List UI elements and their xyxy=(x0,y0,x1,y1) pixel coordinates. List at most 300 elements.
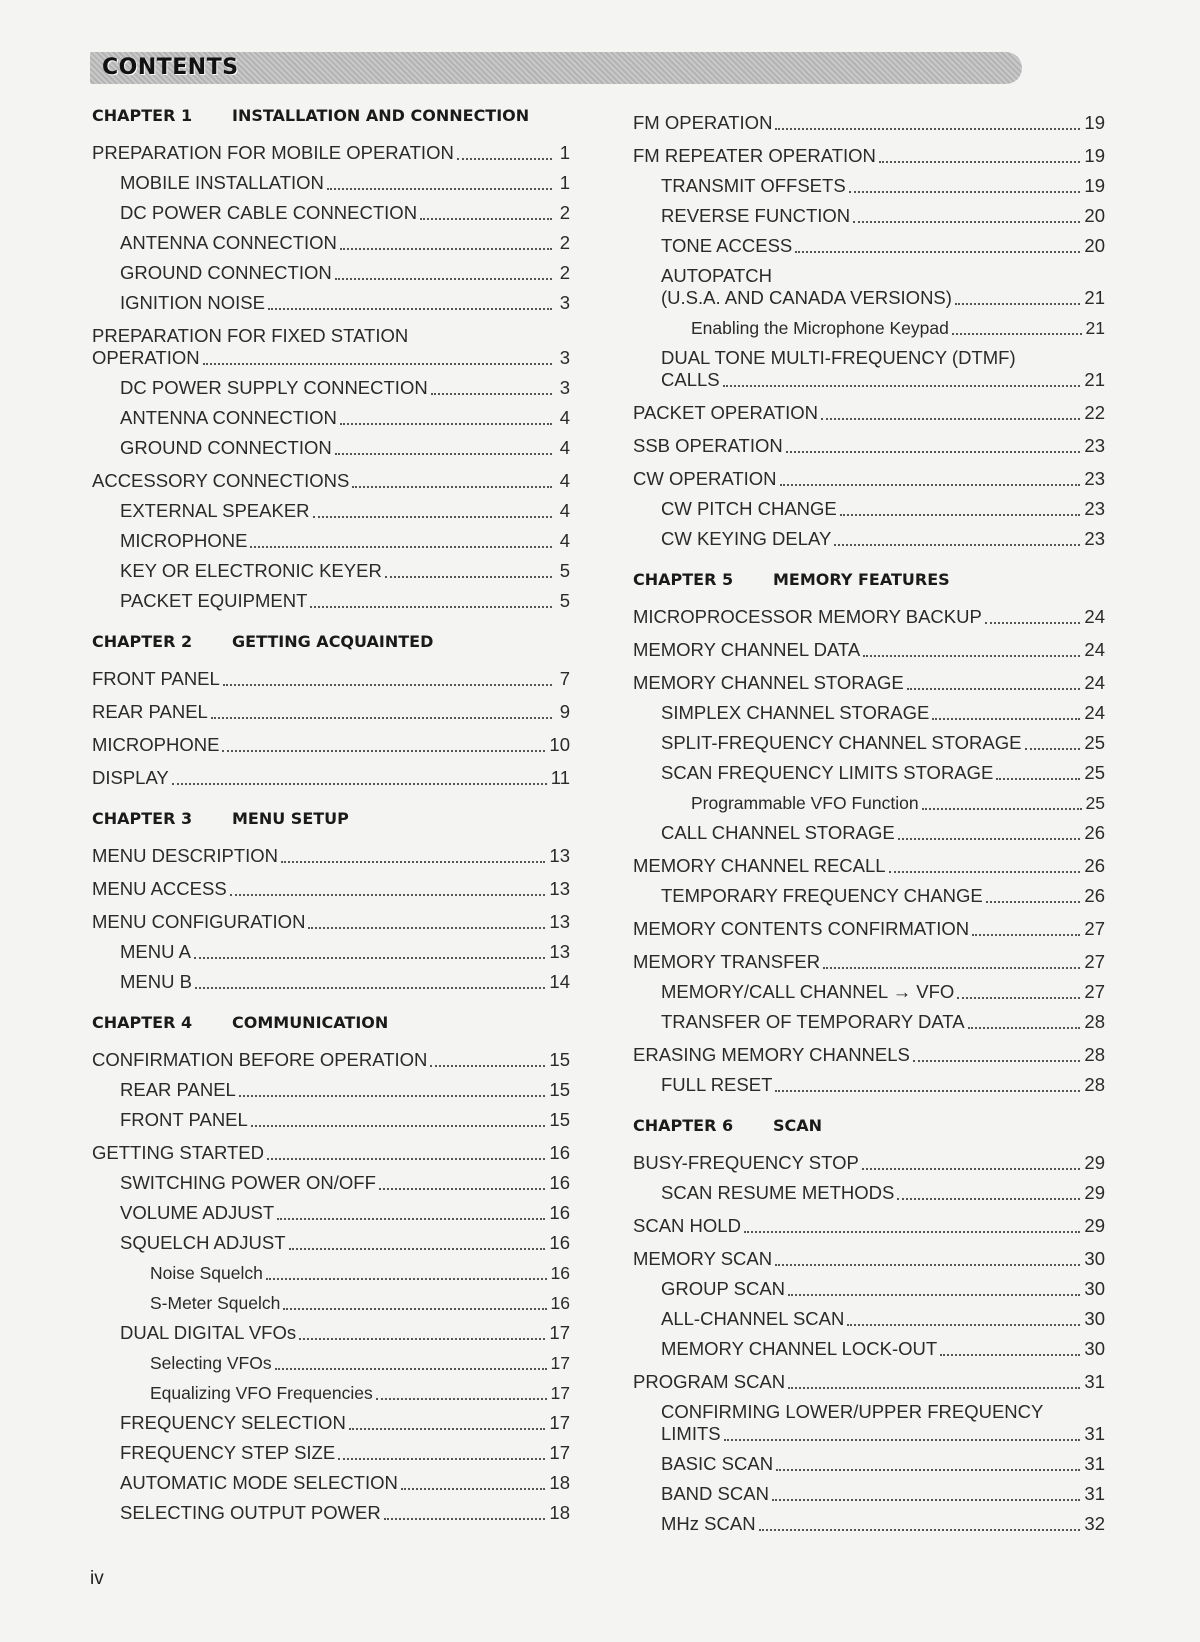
toc-entry-title: PACKET OPERATION xyxy=(633,402,819,423)
toc-entry[interactable] xyxy=(92,1286,570,1316)
dot-leader xyxy=(308,926,545,929)
toc-entry-page: 24 xyxy=(1084,702,1105,723)
toc-entry-wrap xyxy=(92,325,570,371)
dot-leader xyxy=(940,1353,1080,1356)
toc-entry-title: FULL RESET xyxy=(661,1074,773,1095)
toc-entry-page: 21 xyxy=(1084,369,1105,390)
toc-entry-page: 27 xyxy=(1084,981,1105,1002)
toc-entry-page: 28 xyxy=(1084,1044,1105,1065)
dot-leader xyxy=(250,545,552,548)
toc-entry[interactable] xyxy=(92,965,570,995)
toc-entry-page: 16 xyxy=(550,1263,570,1283)
toc-entry-page: 17 xyxy=(549,1412,570,1433)
toc-entry-title: BAND SCAN xyxy=(661,1483,769,1504)
chapter-heading xyxy=(92,809,570,839)
toc-entry-page: 19 xyxy=(1084,145,1105,166)
toc-entry-title: Selecting VFOs xyxy=(150,1353,272,1373)
dot-leader xyxy=(772,1498,1080,1501)
dot-leader xyxy=(352,485,552,488)
toc-entry-page: 13 xyxy=(549,941,570,962)
dot-leader xyxy=(338,1457,545,1460)
chapter-number: CHAPTER 3 xyxy=(92,809,193,828)
toc-entry-page: 20 xyxy=(1084,235,1105,256)
dot-leader xyxy=(985,621,1081,624)
dot-leader xyxy=(420,217,552,220)
toc-entry-title: KEY OR ELECTRONIC KEYER xyxy=(120,560,382,581)
dot-leader xyxy=(775,127,1080,130)
toc-entry-page: 3 xyxy=(559,377,570,398)
toc-entry-title: GROUND CONNECTION xyxy=(120,437,332,458)
toc-entry-page: 19 xyxy=(1084,175,1105,196)
toc-entry-title: REAR PANEL xyxy=(120,1079,236,1100)
toc-entry-title: SCAN RESUME METHODS xyxy=(661,1182,895,1203)
toc-entry[interactable] xyxy=(633,522,1105,552)
toc-entry[interactable] xyxy=(633,756,1105,786)
toc-entry-title: Enabling the Microphone Keypad xyxy=(691,318,949,338)
toc-entry-title: GETTING STARTED xyxy=(92,1142,264,1163)
chapter-spacer xyxy=(633,1098,1105,1112)
toc-entry[interactable] xyxy=(92,1406,570,1436)
toc-entry[interactable] xyxy=(92,695,570,725)
dot-leader xyxy=(194,956,545,959)
toc-entry[interactable] xyxy=(92,371,570,401)
toc-entry-title: PREPARATION FOR MOBILE OPERATION xyxy=(92,142,454,163)
toc-entry-page: 11 xyxy=(550,767,570,788)
toc-entry-page: 17 xyxy=(550,1383,570,1403)
toc-entry[interactable] xyxy=(633,1209,1105,1239)
toc-entry[interactable] xyxy=(633,726,1105,756)
toc-entry[interactable] xyxy=(92,1436,570,1466)
toc-entry[interactable] xyxy=(633,199,1105,229)
toc-entry-title: MEMORY CHANNEL LOCK-OUT xyxy=(661,1338,938,1359)
toc-entry-page: 29 xyxy=(1084,1215,1105,1236)
dot-leader xyxy=(952,332,1082,335)
toc-entry[interactable] xyxy=(92,584,570,614)
toc-entry-page: 30 xyxy=(1084,1278,1105,1299)
dot-leader xyxy=(275,1367,547,1370)
dot-leader xyxy=(897,1197,1080,1200)
dot-leader xyxy=(724,1438,1081,1441)
toc-entry[interactable] xyxy=(633,1447,1105,1477)
toc-entry-page: 4 xyxy=(559,530,570,551)
toc-entry[interactable] xyxy=(633,462,1105,492)
toc-entry[interactable] xyxy=(92,401,570,431)
toc-entry[interactable] xyxy=(633,666,1105,696)
toc-entry-title: MOBILE INSTALLATION xyxy=(120,172,324,193)
toc-entry-page: 16 xyxy=(549,1232,570,1253)
toc-entry-title-line2: LIMITS xyxy=(661,1423,721,1444)
dot-leader xyxy=(281,860,545,863)
dot-leader xyxy=(788,1386,1080,1389)
dot-leader xyxy=(431,392,552,395)
toc-entry[interactable] xyxy=(92,728,570,758)
page-title: CONTENTS xyxy=(102,55,239,80)
toc-entry-line2 xyxy=(661,1423,1105,1447)
toc-entry-title: MEMORY TRANSFER xyxy=(633,951,821,972)
toc-entry[interactable] xyxy=(633,945,1105,975)
toc-entry-title: CONFIRMATION BEFORE OPERATION xyxy=(92,1049,428,1070)
toc-entry[interactable] xyxy=(92,935,570,965)
dot-leader xyxy=(401,1487,546,1490)
toc-entry[interactable] xyxy=(633,1395,1105,1447)
toc-entry[interactable] xyxy=(633,849,1105,879)
chapter-heading xyxy=(633,1116,1105,1146)
toc-entry-page: 17 xyxy=(549,1442,570,1463)
toc-entry-page: 2 xyxy=(559,262,570,283)
toc-entry[interactable] xyxy=(92,166,570,196)
toc-entry-page: 3 xyxy=(559,347,570,368)
toc-entry-page: 29 xyxy=(1084,1152,1105,1173)
toc-entry[interactable] xyxy=(633,259,1105,311)
toc-entry-page: 1 xyxy=(559,172,570,193)
toc-entry-page: 32 xyxy=(1084,1513,1105,1534)
toc-entry[interactable] xyxy=(92,761,570,791)
toc-entry-title: FM OPERATION xyxy=(633,112,773,133)
toc-entry-title: SCAN HOLD xyxy=(633,1215,741,1236)
toc-entry[interactable] xyxy=(633,229,1105,259)
toc-entry-page: 26 xyxy=(1084,822,1105,843)
toc-entry-page: 24 xyxy=(1084,639,1105,660)
chapter-number: CHAPTER 1 xyxy=(92,106,193,125)
toc-entry-title: Equalizing VFO Frequencies xyxy=(150,1383,373,1403)
dot-leader xyxy=(823,966,1080,969)
toc-entry[interactable] xyxy=(92,1073,570,1103)
toc-entry[interactable] xyxy=(633,106,1105,136)
toc-entry-page: 5 xyxy=(559,590,570,611)
toc-entry-title: VOLUME ADJUST xyxy=(120,1202,275,1223)
toc-entry-title: TONE ACCESS xyxy=(661,235,793,256)
dot-leader xyxy=(277,1217,545,1220)
dot-leader xyxy=(230,893,546,896)
toc-entry-title: TRANSMIT OFFSETS xyxy=(661,175,846,196)
dot-leader xyxy=(863,654,1080,657)
contents-banner xyxy=(90,52,1022,84)
dot-leader xyxy=(203,362,552,365)
toc-entry-title-line2: CALLS xyxy=(661,369,720,390)
toc-entry[interactable] xyxy=(92,196,570,226)
toc-entry-page: 27 xyxy=(1084,918,1105,939)
toc-entry-page: 17 xyxy=(549,1322,570,1343)
dot-leader xyxy=(385,575,552,578)
toc-entry[interactable] xyxy=(633,1176,1105,1206)
toc-entry[interactable] xyxy=(92,256,570,286)
toc-entry-page: 14 xyxy=(549,971,570,992)
toc-entry[interactable] xyxy=(92,1316,570,1346)
toc-entry-title: MENU DESCRIPTION xyxy=(92,845,279,866)
toc-entry-title: SELECTING OUTPUT POWER xyxy=(120,1502,381,1523)
toc-entry[interactable] xyxy=(92,839,570,869)
toc-entry-title: EXTERNAL SPEAKER xyxy=(120,500,310,521)
toc-entry-title: MENU A xyxy=(120,941,191,962)
toc-entry[interactable] xyxy=(92,1196,570,1226)
dot-leader xyxy=(268,307,552,310)
toc-entry[interactable] xyxy=(92,1103,570,1133)
toc-entry-title: REVERSE FUNCTION xyxy=(661,205,851,226)
toc-entry-page: 21 xyxy=(1084,287,1105,308)
toc-entry-title: IGNITION NOISE xyxy=(120,292,265,313)
toc-entry-title: CALL CHANNEL STORAGE xyxy=(661,822,895,843)
chapter-title: INSTALLATION AND CONNECTION xyxy=(232,106,530,125)
toc-entry[interactable] xyxy=(92,1136,570,1166)
dot-leader xyxy=(310,605,552,608)
toc-entry-page: 16 xyxy=(549,1142,570,1163)
toc-left-column xyxy=(92,106,570,1526)
toc-entry-title-line1: AUTOPATCH xyxy=(661,265,773,286)
toc-entry-title: TEMPORARY FREQUENCY CHANGE xyxy=(661,885,983,906)
toc-entry[interactable] xyxy=(633,429,1105,459)
chapter-heading xyxy=(633,570,1105,600)
toc-entry-title: Noise Squelch xyxy=(150,1263,263,1283)
toc-entry[interactable] xyxy=(633,396,1105,426)
toc-entry[interactable] xyxy=(633,1272,1105,1302)
dot-leader xyxy=(957,996,1080,999)
chapter-number: CHAPTER 2 xyxy=(92,632,193,651)
toc-entry[interactable] xyxy=(633,1146,1105,1176)
toc-entry-title: MEMORY CONTENTS CONFIRMATION xyxy=(633,918,970,939)
toc-entry[interactable] xyxy=(633,912,1105,942)
toc-entry[interactable] xyxy=(92,1256,570,1286)
toc-entry[interactable] xyxy=(633,1005,1105,1035)
toc-entry[interactable] xyxy=(92,872,570,902)
toc-entry-title-line2: OPERATION xyxy=(92,347,200,368)
toc-entry-page: 30 xyxy=(1084,1308,1105,1329)
toc-entry[interactable] xyxy=(633,492,1105,522)
chapter-heading xyxy=(92,106,570,136)
toc-entry[interactable] xyxy=(633,341,1105,393)
toc-entry-page: 21 xyxy=(1085,318,1105,338)
toc-entry[interactable] xyxy=(92,319,570,371)
dot-leader xyxy=(898,837,1081,840)
toc-entry-page: 23 xyxy=(1084,498,1105,519)
chapter-spacer xyxy=(92,995,570,1009)
toc-entry-title: MICROPHONE xyxy=(120,530,248,551)
toc-entry-title: FREQUENCY STEP SIZE xyxy=(120,1442,336,1463)
dot-leader xyxy=(251,1124,546,1127)
toc-entry-page: 17 xyxy=(550,1353,570,1373)
toc-entry-title: ANTENNA CONNECTION xyxy=(120,407,337,428)
chapter-title: COMMUNICATION xyxy=(232,1013,389,1032)
dot-leader xyxy=(907,687,1081,690)
dot-leader xyxy=(195,986,545,989)
chapter-number: CHAPTER 6 xyxy=(633,1116,734,1135)
toc-entry-title: DUAL DIGITAL VFOs xyxy=(120,1322,297,1343)
toc-entry-title: REAR PANEL xyxy=(92,701,208,722)
toc-entry-page: 29 xyxy=(1084,1182,1105,1203)
toc-entry[interactable] xyxy=(92,431,570,461)
toc-entry[interactable] xyxy=(633,879,1105,909)
toc-right-column xyxy=(633,106,1105,1537)
toc-entry-page: 13 xyxy=(549,911,570,932)
toc-entry-page: 27 xyxy=(1084,951,1105,972)
toc-entry-page: 23 xyxy=(1084,528,1105,549)
dot-leader xyxy=(788,1293,1080,1296)
toc-entry-title: DC POWER CABLE CONNECTION xyxy=(120,202,418,223)
toc-entry[interactable] xyxy=(92,464,570,494)
toc-entry[interactable] xyxy=(633,633,1105,663)
toc-entry-title-line1: PREPARATION FOR FIXED STATION xyxy=(92,325,409,346)
dot-leader xyxy=(349,1427,546,1430)
dot-leader xyxy=(972,933,1080,936)
toc-entry-title: ERASING MEMORY CHANNELS xyxy=(633,1044,910,1065)
toc-entry-title: MEMORY CHANNEL RECALL xyxy=(633,855,886,876)
toc-entry[interactable] xyxy=(92,286,570,316)
dot-leader xyxy=(239,1094,546,1097)
dot-leader xyxy=(986,900,1081,903)
toc-entry-title: SIMPLEX CHANNEL STORAGE xyxy=(661,702,930,723)
toc-entry[interactable] xyxy=(92,1346,570,1376)
toc-entry[interactable] xyxy=(633,1332,1105,1362)
toc-entry[interactable] xyxy=(633,1507,1105,1537)
toc-entry-title: ANTENNA CONNECTION xyxy=(120,232,337,253)
toc-entry-page: 30 xyxy=(1084,1338,1105,1359)
toc-entry[interactable] xyxy=(633,1302,1105,1332)
toc-entry-title: ACCESSORY CONNECTIONS xyxy=(92,470,350,491)
toc-entry-title: PACKET EQUIPMENT xyxy=(120,590,308,611)
toc-entry-page: 13 xyxy=(549,845,570,866)
toc-entry-page: 31 xyxy=(1084,1453,1105,1474)
dot-leader xyxy=(955,302,1080,305)
toc-entry-title: MEMORY/CALL CHANNEL → VFO xyxy=(661,981,955,1002)
toc-entry[interactable] xyxy=(92,1376,570,1406)
toc-entry[interactable] xyxy=(633,696,1105,726)
toc-entry-page: 18 xyxy=(549,1472,570,1493)
toc-entry[interactable] xyxy=(92,905,570,935)
dot-leader xyxy=(335,277,552,280)
toc-entry[interactable] xyxy=(92,226,570,256)
toc-entry[interactable] xyxy=(92,1466,570,1496)
chapter-title: MENU SETUP xyxy=(232,809,349,828)
toc-entry[interactable] xyxy=(633,1242,1105,1272)
dot-leader xyxy=(457,157,552,160)
toc-entry[interactable] xyxy=(92,524,570,554)
toc-entry-line2 xyxy=(661,369,1105,393)
dot-leader xyxy=(786,450,1081,453)
chapter-title: MEMORY FEATURES xyxy=(773,570,950,589)
toc-entry[interactable] xyxy=(633,816,1105,846)
dot-leader xyxy=(384,1517,546,1520)
toc-entry-page: 25 xyxy=(1084,732,1105,753)
toc-entry-page: 28 xyxy=(1084,1011,1105,1032)
toc-entry[interactable] xyxy=(92,1043,570,1073)
toc-entry[interactable] xyxy=(633,600,1105,630)
toc-entry-page: 15 xyxy=(549,1109,570,1130)
toc-entry-page: 4 xyxy=(559,407,570,428)
toc-entry-page: 25 xyxy=(1084,762,1105,783)
dot-leader xyxy=(430,1064,545,1067)
toc-entry-title-line2: (U.S.A. AND CANADA VERSIONS) xyxy=(661,287,952,308)
toc-entry-wrap xyxy=(661,1401,1105,1447)
toc-entry-title: CW OPERATION xyxy=(633,468,777,489)
dot-leader xyxy=(847,1323,1080,1326)
toc-entry-page: 24 xyxy=(1084,672,1105,693)
toc-entry[interactable] xyxy=(633,311,1105,341)
toc-entry-title: BUSY-FREQUENCY STOP xyxy=(633,1152,859,1173)
dot-leader xyxy=(376,1397,547,1400)
toc-entry-page: 7 xyxy=(559,668,570,689)
chapter-number: CHAPTER 5 xyxy=(633,570,734,589)
dot-leader xyxy=(289,1247,546,1250)
toc-entry-title: MEMORY CHANNEL STORAGE xyxy=(633,672,904,693)
toc-entry[interactable] xyxy=(633,975,1105,1005)
toc-entry[interactable] xyxy=(92,136,570,166)
toc-entry[interactable] xyxy=(92,1496,570,1526)
chapter-title: GETTING ACQUAINTED xyxy=(232,632,434,651)
chapter-title: SCAN xyxy=(773,1116,823,1135)
toc-entry-title: MENU B xyxy=(120,971,192,992)
toc-entry-page: 30 xyxy=(1084,1248,1105,1269)
dot-leader xyxy=(795,250,1080,253)
toc-entry-page: 31 xyxy=(1084,1483,1105,1504)
toc-entry-page: 16 xyxy=(549,1172,570,1193)
toc-entry-page: 4 xyxy=(559,437,570,458)
toc-entry[interactable] xyxy=(92,494,570,524)
toc-entry[interactable] xyxy=(633,1477,1105,1507)
toc-entry[interactable] xyxy=(92,554,570,584)
toc-entry-page: 13 xyxy=(549,878,570,899)
dot-leader xyxy=(223,683,552,686)
dot-leader xyxy=(775,1263,1080,1266)
toc-entry-page: 28 xyxy=(1084,1074,1105,1095)
toc-entry-title: SSB OPERATION xyxy=(633,435,783,456)
toc-entry-page: 1 xyxy=(559,142,570,163)
toc-entry-title: CW KEYING DELAY xyxy=(661,528,832,549)
toc-entry-title: CW PITCH CHANGE xyxy=(661,498,837,519)
dot-leader xyxy=(932,717,1080,720)
toc-entry-title: GROUP SCAN xyxy=(661,1278,786,1299)
dot-leader xyxy=(211,716,552,719)
toc-entry[interactable] xyxy=(633,1068,1105,1098)
toc-entry-title: S-Meter Squelch xyxy=(150,1293,281,1313)
dot-leader xyxy=(267,1157,545,1160)
toc-entry-wrap xyxy=(661,347,1105,393)
dot-leader xyxy=(1025,747,1081,750)
toc-entry[interactable] xyxy=(633,139,1105,169)
dot-leader xyxy=(862,1167,1081,1170)
toc-entry-page: 16 xyxy=(550,1293,570,1313)
toc-entry-title: PROGRAM SCAN xyxy=(633,1371,786,1392)
toc-entry[interactable] xyxy=(633,169,1105,199)
toc-entry-title: SCAN FREQUENCY LIMITS STORAGE xyxy=(661,762,994,783)
toc-entry[interactable] xyxy=(633,1365,1105,1395)
dot-leader xyxy=(340,422,552,425)
toc-entry[interactable] xyxy=(633,1038,1105,1068)
toc-entry-page: 23 xyxy=(1084,468,1105,489)
toc-entry-page: 9 xyxy=(559,701,570,722)
chapter-spacer xyxy=(92,791,570,805)
dot-leader xyxy=(821,417,1080,420)
dot-leader xyxy=(744,1230,1080,1233)
toc-entry-page: 23 xyxy=(1084,435,1105,456)
toc-entry[interactable] xyxy=(92,1226,570,1256)
toc-entry-title: Programmable VFO Function xyxy=(691,793,919,813)
dot-leader xyxy=(775,1089,1080,1092)
toc-entry[interactable] xyxy=(92,1166,570,1196)
dot-leader xyxy=(913,1059,1081,1062)
chapter-number: CHAPTER 4 xyxy=(92,1013,193,1032)
toc-entry-title: SWITCHING POWER ON/OFF xyxy=(120,1172,376,1193)
toc-entry-title: MICROPROCESSOR MEMORY BACKUP xyxy=(633,606,982,627)
toc-entry-line2 xyxy=(92,347,570,371)
dot-leader xyxy=(313,515,552,518)
toc-entry-title: MENU CONFIGURATION xyxy=(92,911,306,932)
toc-entry[interactable] xyxy=(633,786,1105,816)
dot-leader xyxy=(379,1187,546,1190)
toc-entry[interactable] xyxy=(92,662,570,692)
chapter-heading xyxy=(92,632,570,662)
toc-entry-page: 3 xyxy=(559,292,570,313)
toc-entry-page: 24 xyxy=(1084,606,1105,627)
dot-leader xyxy=(776,1468,1080,1471)
